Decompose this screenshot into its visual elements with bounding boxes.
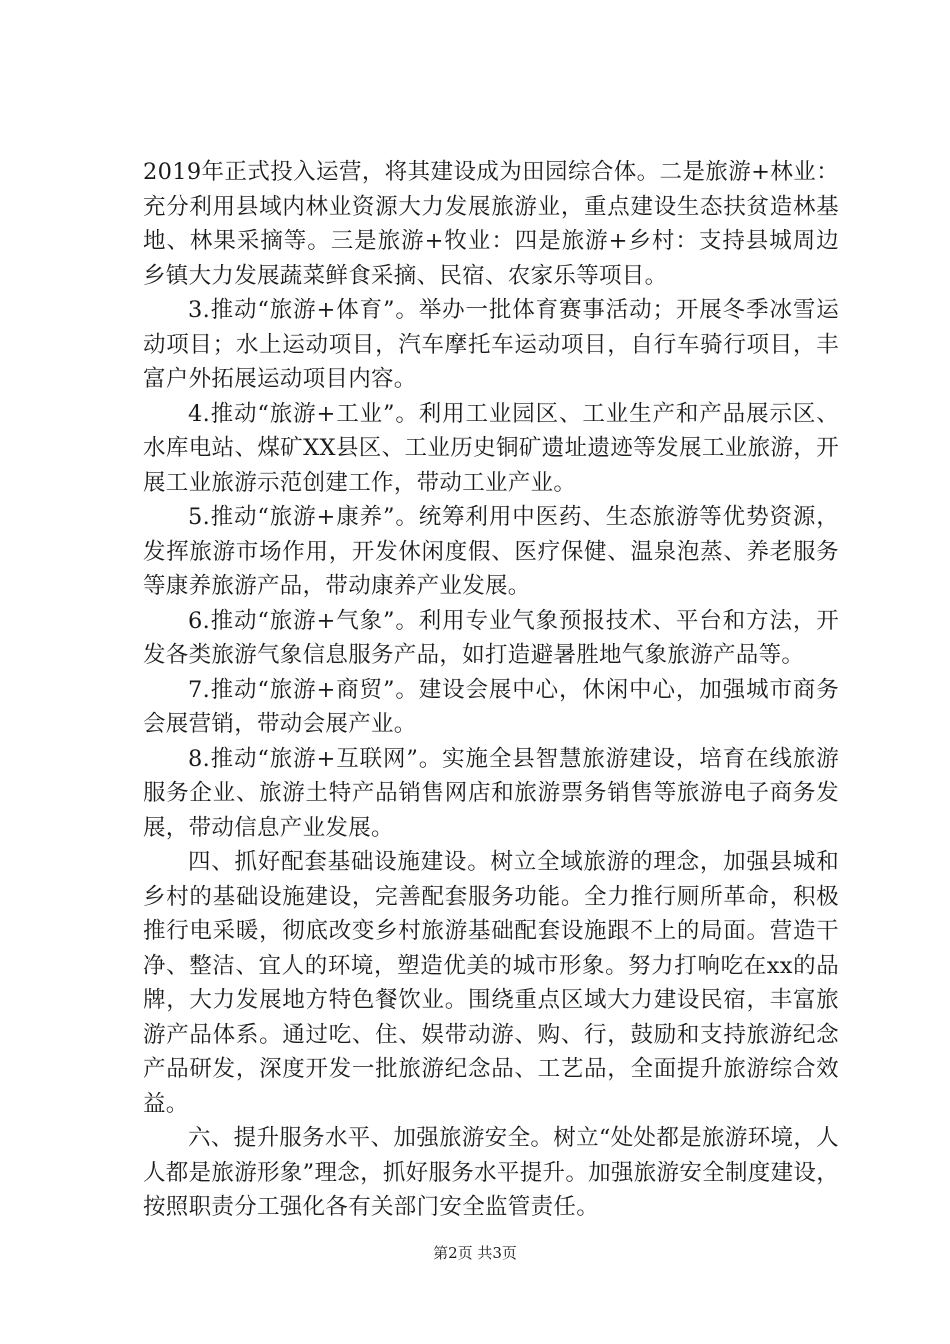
paragraph-tourism-commerce: 7.推动“旅游+商贸”。建设会展中心，休闲中心，加强城市商务会展营销，带动会展产业。: [143, 676, 839, 737]
page-number-footer: 第2页 共3页: [433, 1244, 517, 1262]
paragraph-tourism-internet: 8.推动“旅游+互联网”。实施全县智慧旅游建设，培育在线旅游服务企业、旅游土特产品销售网店和旅游票务销售等旅游电子商务发展，带动信息产业发展。: [143, 745, 839, 841]
paragraph-tourism-sports: 3.推动“旅游+体育”。举办一批体育赛事活动；开展冬季冰雪运动项目；水上运动项目，汽车摩托车运动项目，自行车骑行项目，丰富户外拓展运动项目内容。: [143, 297, 839, 392]
paragraph-tourism-industry: 4.推动“旅游+工业”。利用工业园区、工业生产和产品展示区、水库电站、煤矿XX县区、工业历史铜矿遗址遗迹等发展工业旅游，开展工业旅游示范创建工作，带动工业产业。: [143, 400, 839, 496]
paragraph-infrastructure: 四、抓好配套基础设施建设。树立全域旅游的理念，加强县城和乡村的基础设施建设，完善配套服务功能。全力推行厕所革命，积极推行电采暖，彻底改变乡村旅游基础配套设施跟不上的局面。营造干净、整洁、宜人的环境，塑造优美的城市形象。努力打响吃在xx的品牌，大力发展地方特色餐饮业。围绕重点区域大力建设民宿，丰富旅游产品体系。通过吃、住、娱带动游、购、行，鼓励和支持旅游纪念产品研发，深度开发一批旅游纪念品、工艺品，全面提升旅游综合效益。: [143, 849, 839, 1117]
paragraph-tourism-meteorology: 6.推动“旅游+气象”。利用专业气象预报技术、平台和方法，开发各类旅游气象信息服务产品，如打造避暑胜地气象旅游产品等。: [143, 607, 839, 668]
paragraph-tourism-wellness: 5.推动“旅游+康养”。统筹利用中医药、生态旅游等优势资源，发挥旅游市场作用，开发休闲度假、医疗保健、温泉泡蒸、养老服务等康养旅游产品，带动康养产业发展。: [143, 504, 839, 599]
paragraph-continuation: 2019年正式投入运营，将其建设成为田园综合体。二是旅游+林业：充分利用县域内林业资源大力发展旅游业，重点建设生态扶贫造林基地、林果采摘等。三是旅游+牧业：四是旅游+乡村：支持县城周边乡镇大力发展蔬菜鲜食采摘、民宿、农家乐等项目。: [143, 159, 839, 289]
document-body: [143, 155, 839, 1225]
paragraph-service-safety: 六、提升服务水平、加强旅游安全。树立“处处都是旅游环境，人人都是旅游形象”理念，抓好服务水平提升。加强旅游安全制度建设，按照职责分工强化各有关部门安全监管责任。: [143, 1125, 839, 1220]
